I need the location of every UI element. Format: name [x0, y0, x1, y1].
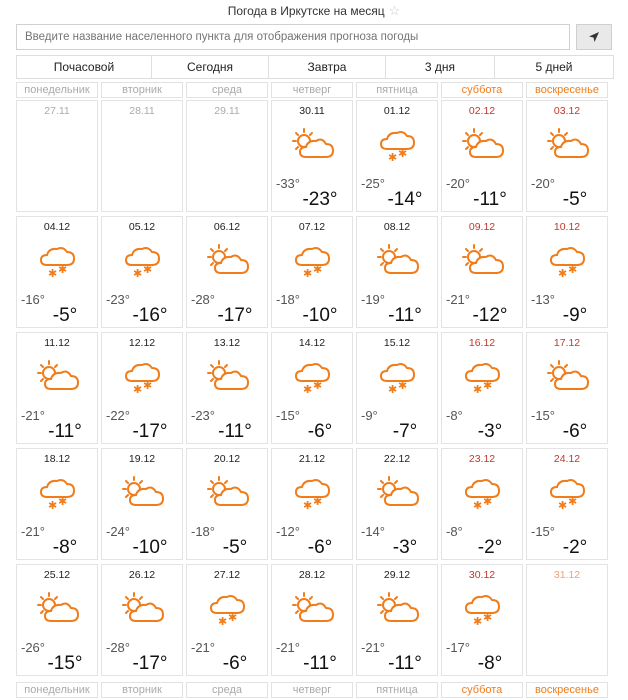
svg-text:✱: ✱ [313, 379, 323, 392]
weekday-label: вторник [101, 682, 183, 698]
night-temperature: -22° [106, 408, 130, 423]
day-cell[interactable] [356, 448, 438, 560]
svg-text:✱: ✱ [388, 151, 398, 161]
day-date: 29.11 [214, 105, 240, 117]
night-temperature: -28° [106, 640, 130, 655]
cloud-snow-icon [375, 127, 421, 161]
night-temperature: -23° [106, 292, 130, 307]
location-arrow-icon [588, 31, 600, 43]
svg-text:✱: ✱ [313, 263, 323, 276]
night-temperature: -21° [191, 640, 215, 655]
cloud-snow-icon [120, 243, 166, 277]
day-cell[interactable] [441, 216, 523, 328]
svg-text:✱: ✱ [473, 499, 483, 509]
day-temperature: -6° [307, 537, 333, 558]
day-date: 07.12 [298, 221, 326, 233]
locate-button[interactable] [576, 24, 612, 50]
day-date: 03.12 [553, 105, 581, 117]
svg-text:✱: ✱ [48, 499, 58, 509]
sun-cloud-icon [375, 591, 421, 625]
day-temperature: -6° [307, 421, 333, 442]
day-date: 05.12 [128, 221, 156, 233]
day-temperature: -12° [472, 305, 508, 326]
weekday-label: четверг [271, 82, 353, 98]
day-temperature: -6° [222, 653, 248, 674]
day-cell[interactable] [101, 332, 183, 444]
day-date: 30.12 [468, 569, 496, 581]
night-temperature: -14° [361, 524, 385, 539]
day-date: 29.12 [383, 569, 411, 581]
weekday-label: четверг [271, 682, 353, 698]
svg-text:✱: ✱ [143, 379, 153, 392]
day-date: 04.12 [43, 221, 71, 233]
day-cell[interactable] [526, 564, 608, 676]
svg-text:✱: ✱ [133, 267, 143, 277]
night-temperature: -15° [531, 524, 555, 539]
sun-cloud-icon [205, 359, 251, 393]
day-date: 28.12 [298, 569, 326, 581]
day-cell[interactable] [356, 100, 438, 212]
svg-text:✱: ✱ [483, 611, 493, 624]
sun-cloud-icon [35, 359, 81, 393]
day-date: 16.12 [468, 337, 496, 349]
day-temperature: -5° [52, 305, 78, 326]
svg-text:✱: ✱ [303, 383, 313, 393]
svg-text:✱: ✱ [143, 263, 153, 276]
day-temperature: -2° [562, 537, 588, 558]
weekday-header-top [16, 82, 613, 98]
sun-cloud-icon [120, 591, 166, 625]
day-cell[interactable] [186, 448, 268, 560]
day-date: 08.12 [383, 221, 411, 233]
night-temperature: -17° [446, 640, 470, 655]
night-temperature: -26° [21, 640, 45, 655]
tab-3-days[interactable]: 3 дня [385, 55, 495, 79]
day-date: 11.12 [44, 337, 70, 349]
night-temperature: -20° [531, 176, 555, 191]
day-date: 27.11 [44, 105, 70, 117]
day-date: 12.12 [128, 337, 156, 349]
day-temperature: -10° [132, 537, 168, 558]
day-date: 18.12 [43, 453, 71, 465]
svg-text:✱: ✱ [58, 495, 68, 508]
cloud-snow-icon [290, 243, 336, 277]
sun-cloud-icon [460, 127, 506, 161]
cloud-snow-icon [120, 359, 166, 393]
day-temperature: -2° [477, 537, 503, 558]
day-temperature: -5° [222, 537, 248, 558]
tab-tomorrow[interactable]: Завтра [268, 55, 386, 79]
night-temperature: -18° [191, 524, 215, 539]
sun-cloud-icon [375, 475, 421, 509]
day-date: 10.12 [553, 221, 581, 233]
tab-hourly[interactable]: Почасовой [16, 55, 152, 79]
day-temperature: -8° [52, 537, 78, 558]
svg-text:✱: ✱ [48, 267, 58, 277]
day-temperature: -17° [217, 305, 253, 326]
day-temperature: -3° [392, 537, 418, 558]
cloud-snow-icon [35, 243, 81, 277]
cloud-snow-icon [460, 359, 506, 393]
svg-text:✱: ✱ [558, 267, 568, 277]
weekday-label: суббота [441, 682, 523, 698]
day-date: 23.12 [468, 453, 496, 465]
day-date: 26.12 [128, 569, 156, 581]
day-cell[interactable] [186, 216, 268, 328]
night-temperature: -21° [21, 408, 45, 423]
svg-text:✱: ✱ [473, 615, 483, 625]
night-temperature: -24° [106, 524, 130, 539]
sun-cloud-icon [205, 475, 251, 509]
svg-text:✱: ✱ [388, 383, 398, 393]
day-temperature: -11° [388, 305, 422, 326]
night-temperature: -8° [446, 524, 463, 539]
day-temperature: -11° [218, 421, 252, 442]
page-title [0, 0, 628, 22]
svg-text:✱: ✱ [313, 495, 323, 508]
night-temperature: -12° [276, 524, 300, 539]
favorite-star-icon[interactable]: ☆ [388, 3, 401, 18]
day-temperature: -11° [473, 189, 507, 210]
sun-cloud-icon [290, 591, 336, 625]
weekday-label: среда [186, 82, 268, 98]
day-cell[interactable] [16, 216, 98, 328]
day-temperature: -11° [388, 653, 422, 674]
sun-cloud-icon [375, 243, 421, 277]
sun-cloud-icon [545, 127, 591, 161]
cloud-snow-icon [460, 475, 506, 509]
sun-cloud-icon [35, 591, 81, 625]
day-cell[interactable] [186, 564, 268, 676]
night-temperature: -18° [276, 292, 300, 307]
svg-text:✱: ✱ [568, 495, 578, 508]
day-date: 21.12 [298, 453, 326, 465]
day-cell[interactable] [271, 216, 353, 328]
cloud-snow-icon [290, 359, 336, 393]
day-date: 30.11 [299, 105, 325, 117]
night-temperature: -9° [361, 408, 378, 423]
day-date: 25.12 [43, 569, 71, 581]
day-temperature: -17° [132, 653, 168, 674]
cloud-snow-icon [375, 359, 421, 393]
weekday-label: вторник [101, 82, 183, 98]
search-input[interactable] [16, 24, 570, 50]
day-cell[interactable] [441, 448, 523, 560]
day-temperature: -15° [47, 653, 83, 674]
cloud-snow-icon [545, 475, 591, 509]
night-temperature: -28° [191, 292, 215, 307]
day-cell[interactable] [356, 216, 438, 328]
day-cell[interactable] [186, 100, 268, 212]
day-cell[interactable] [271, 100, 353, 212]
weekday-header-bottom [16, 682, 613, 698]
day-cell[interactable] [356, 332, 438, 444]
day-date: 02.12 [468, 105, 496, 117]
cloud-snow-icon [205, 591, 251, 625]
day-cell[interactable] [441, 100, 523, 212]
day-temperature: -16° [132, 305, 168, 326]
day-date: 17.12 [553, 337, 581, 349]
day-date: 13.12 [213, 337, 241, 349]
day-cell[interactable] [271, 448, 353, 560]
weekday-label: пятница [356, 82, 438, 98]
day-temperature: -6° [562, 421, 588, 442]
day-temperature: -3° [477, 421, 503, 442]
day-cell[interactable] [16, 564, 98, 676]
svg-text:✱: ✱ [398, 147, 408, 160]
day-cell[interactable] [271, 564, 353, 676]
day-cell[interactable] [186, 332, 268, 444]
night-temperature: -15° [531, 408, 555, 423]
day-cell[interactable] [101, 216, 183, 328]
day-cell[interactable] [16, 448, 98, 560]
svg-text:✱: ✱ [473, 383, 483, 393]
day-cell[interactable] [16, 100, 98, 212]
day-cell[interactable] [101, 564, 183, 676]
day-temperature: -9° [562, 305, 588, 326]
day-temperature: -11° [303, 653, 337, 674]
day-temperature: -11° [48, 421, 82, 442]
day-date: 28.11 [129, 105, 155, 117]
cloud-snow-icon [35, 475, 81, 509]
day-date: 09.12 [468, 221, 496, 233]
day-cell[interactable] [526, 448, 608, 560]
night-temperature: -23° [191, 408, 215, 423]
night-temperature: -21° [21, 524, 45, 539]
day-cell[interactable] [441, 564, 523, 676]
day-cell[interactable] [526, 100, 608, 212]
night-temperature: -20° [446, 176, 470, 191]
day-cell[interactable] [526, 216, 608, 328]
svg-text:✱: ✱ [398, 379, 408, 392]
day-cell[interactable] [526, 332, 608, 444]
night-temperature: -21° [361, 640, 385, 655]
day-date: 14.12 [298, 337, 326, 349]
weekday-label: пятница [356, 682, 438, 698]
day-temperature: -7° [392, 421, 418, 442]
day-temperature: -23° [302, 189, 338, 210]
svg-text:✱: ✱ [483, 379, 493, 392]
night-temperature: -19° [361, 292, 385, 307]
night-temperature: -25° [361, 176, 385, 191]
day-date: 24.12 [553, 453, 581, 465]
weekday-label: понедельник [16, 682, 98, 698]
night-temperature: -13° [531, 292, 555, 307]
svg-text:✱: ✱ [228, 611, 238, 624]
svg-text:✱: ✱ [303, 499, 313, 509]
night-temperature: -16° [21, 292, 45, 307]
cloud-snow-icon [460, 591, 506, 625]
svg-text:✱: ✱ [218, 615, 228, 625]
day-cell[interactable] [356, 564, 438, 676]
svg-text:✱: ✱ [483, 495, 493, 508]
svg-text:✱: ✱ [58, 263, 68, 276]
day-cell[interactable] [101, 100, 183, 212]
night-temperature: -15° [276, 408, 300, 423]
svg-text:✱: ✱ [303, 267, 313, 277]
sun-cloud-icon [460, 243, 506, 277]
night-temperature: -21° [276, 640, 300, 655]
weekday-label: среда [186, 682, 268, 698]
night-temperature: -33° [276, 176, 300, 191]
svg-text:✱: ✱ [133, 383, 143, 393]
weekday-label: воскресенье [526, 682, 608, 698]
day-date: 19.12 [128, 453, 156, 465]
sun-cloud-icon [545, 359, 591, 393]
sun-cloud-icon [120, 475, 166, 509]
weekday-label: понедельник [16, 82, 98, 98]
day-date: 20.12 [213, 453, 241, 465]
day-date: 01.12 [383, 105, 411, 117]
tab-5-days[interactable]: 5 дней [494, 55, 614, 79]
day-cell[interactable] [271, 332, 353, 444]
period-tabs [16, 55, 613, 79]
day-temperature: -10° [302, 305, 338, 326]
day-cell[interactable] [101, 448, 183, 560]
day-date: 15.12 [383, 337, 411, 349]
sun-cloud-icon [290, 127, 336, 161]
weekday-label: воскресенье [526, 82, 608, 98]
night-temperature: -8° [446, 408, 463, 423]
svg-text:✱: ✱ [558, 499, 568, 509]
day-date: 27.12 [213, 569, 241, 581]
cloud-snow-icon [545, 243, 591, 277]
weekday-label: суббота [441, 82, 523, 98]
day-date: 06.12 [213, 221, 241, 233]
day-temperature: -14° [387, 189, 423, 210]
day-temperature: -8° [477, 653, 503, 674]
day-date: 31.12 [553, 569, 581, 581]
tab-today[interactable]: Сегодня [151, 55, 269, 79]
night-temperature: -21° [446, 292, 470, 307]
day-cell[interactable] [16, 332, 98, 444]
sun-cloud-icon [205, 243, 251, 277]
svg-text:✱: ✱ [568, 263, 578, 276]
page-title-text: Погода в Иркутске на месяц [227, 4, 385, 18]
cloud-snow-icon [290, 475, 336, 509]
day-date: 22.12 [383, 453, 411, 465]
day-cell[interactable] [441, 332, 523, 444]
day-temperature: -5° [562, 189, 588, 210]
day-temperature: -17° [132, 421, 168, 442]
